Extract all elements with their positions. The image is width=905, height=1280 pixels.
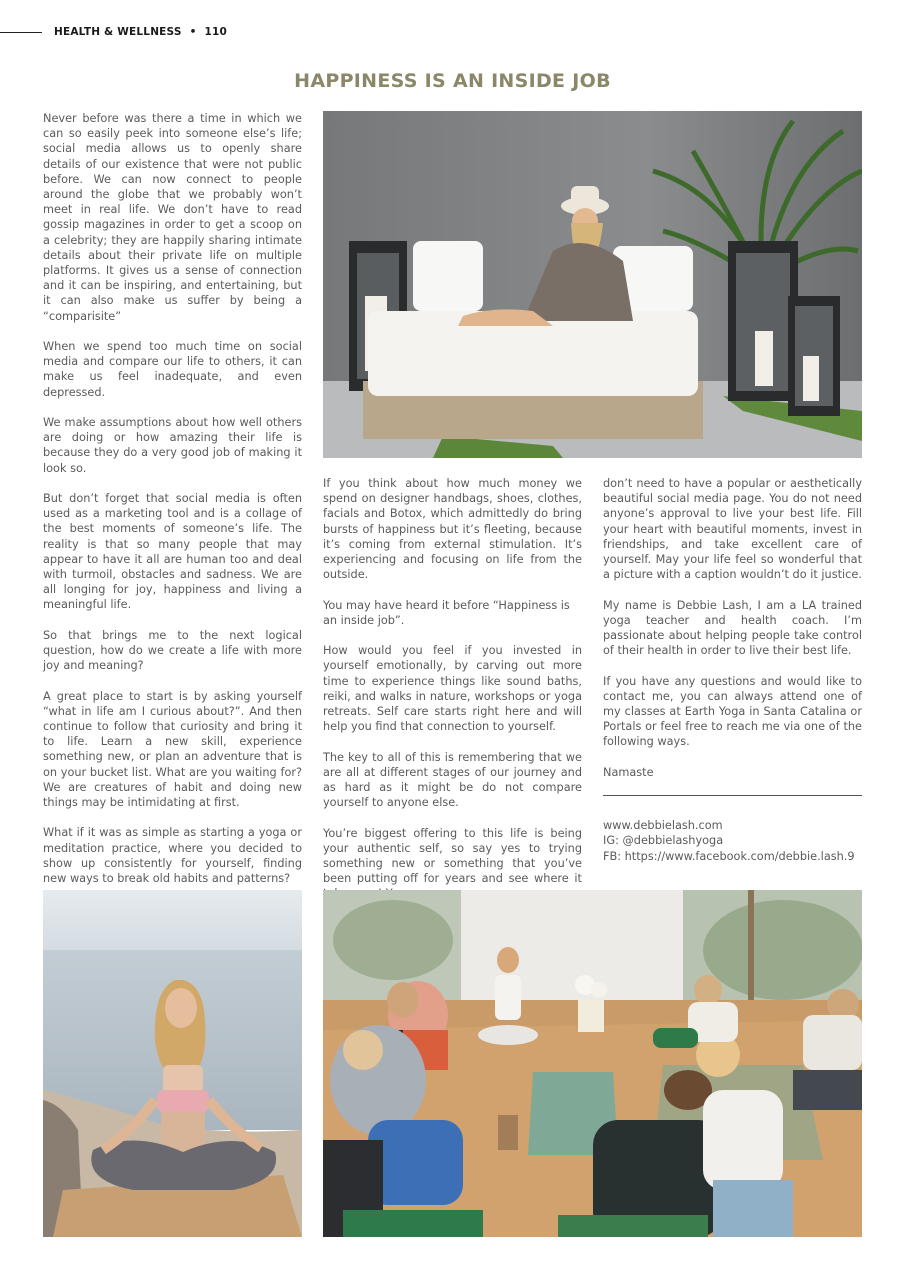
article-column-2 [323, 476, 582, 917]
header-rule [0, 32, 42, 33]
paragraph: Never before was there a time in which we can so easily peek into someone else’s life; social media allows us to openly share details of our existence that were not public before. We can now connect to people around the globe that we probably won’t meet in real life. We don’t have to read gossip magazines in order to get a scoop on a celebrity; they are happily sharing intimate details about their private life on multiple platforms. It gives us a sense of connection and it can be inspiring, and entertaining, but it can also make us suffer by being a “comparisite” [43, 112, 302, 323]
article-column-1 [43, 111, 302, 947]
paragraph: don’t need to have a popular or aesthetically beautiful social media page. You do not need anyone’s approval to live your best life. Fill your heart with beautiful moments, invest in friendships, and take excellent care of yourself. May your life feel so wonderful that a picture with a caption wouldn’t do it justice. [603, 477, 862, 582]
instagram-handle[interactable]: IG: @debbielashyoga [603, 834, 724, 848]
paragraph: You may have heard it before “Happiness is an inside job”. [323, 598, 570, 627]
paragraph: When we spend too much time on social media and compare our life to others, it can make us feel inadequate, and even depressed. [43, 340, 302, 399]
paragraph: We make assumptions about how well others are doing or how amazing their life is because they do a very good job of making it look so. [43, 416, 302, 475]
article-title: HAPPINESS IS AN INSIDE JOB [294, 70, 611, 92]
page-number: 110 [204, 26, 228, 38]
section-name: HEALTH & WELLNESS [54, 26, 182, 38]
paragraph: If you have any questions and would like to contact me, you can always attend one of my classes at Earth Yoga in Santa Catalina or Portals or feel free to reach me via one of the following ways. [603, 674, 862, 749]
contact-info [603, 818, 862, 864]
paragraph: You’re biggest offering to this life is being your authentic self, so say yes to trying something new or something that you’ve been putting off for years and see where it [323, 826, 582, 886]
yoga-class-photo-image [323, 890, 862, 1237]
contact-divider [603, 795, 862, 796]
hero-photo-image [323, 111, 862, 458]
paragraph: The key to all of this is remembering that we are all at different stages of our journey and as hard as it might be do not compare yourself to anyone else. [323, 750, 582, 810]
facebook-link[interactable]: FB: https://www.facebook.com/debbie.lash.9 [603, 849, 855, 863]
hero-photo [323, 111, 862, 458]
paragraph: What if it was as simple as starting a yoga or meditation practice, where you decided to show up consistently for yourself, finding new ways to break old habits and patterns? [43, 826, 302, 886]
paragraph: A great place to start is by asking yourself “what in life am I curious about?”. And then continue to follow that curiosity and bring it to life. Learn a new skill, experience something new, or plan an adventure that is on your bucket list. What are you waiting for? We are creatures of habit and doing new things may be intimidating at first. [43, 689, 302, 810]
yoga-class-photo [323, 890, 862, 1237]
paragraph: But don’t forget that social media is often used as a marketing tool and is a collage of the best moments of someone’s life. The reality is that so many people that may appear to have it all are human too and deal with turmoil, obstacles and sadness. We are all longing for joy, happiness and living a meaningful life. [43, 492, 302, 612]
website-link[interactable]: www.debbielash.com [603, 819, 723, 833]
paragraph: How would you feel if you invested in yourself emotionally, by carving out more time to experience things like sound baths, reiki, and walks in nature, workshops or yoga retreats. Self care starts right here and will help you find that connection to yourself. [323, 644, 582, 734]
article-column-3 [603, 476, 862, 864]
paragraph: If you think about how much money we spend on designer handbags, shoes, clothes, facials and Botox, which admittedly do bring bursts of happiness but it’s fleeting, because it’s coming from external stimulation. It’s experiencing and focusing on life from the outside. [323, 477, 582, 582]
meditation-photo [43, 890, 302, 1237]
meditation-photo-image [43, 890, 302, 1237]
header-separator: • [189, 26, 197, 38]
paragraph: My name is Debbie Lash, I am a LA trained yoga teacher and health coach. I’m passionate about helping people take control of their health in order to live their best life. [603, 598, 862, 658]
sign-off: Namaste [603, 765, 654, 779]
running-header [54, 26, 227, 38]
paragraph: So that brings me to the next logical question, how do we create a life with more joy and meaning? [43, 628, 302, 673]
